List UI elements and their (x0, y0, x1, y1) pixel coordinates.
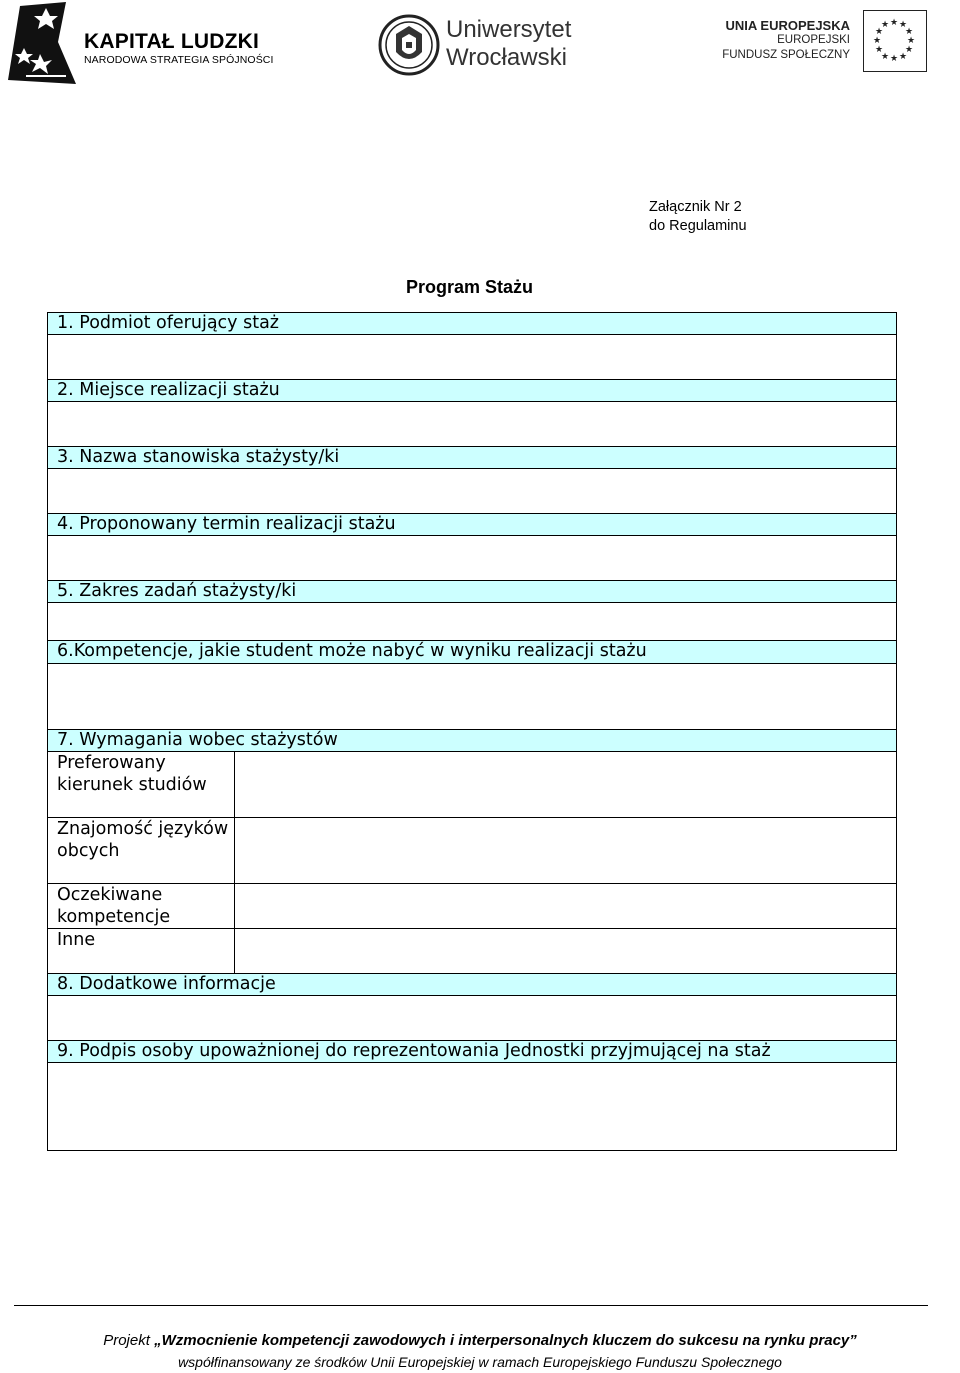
requirement-languages-input[interactable] (235, 818, 896, 883)
section-3-header (47, 447, 897, 469)
university-crest (378, 12, 440, 78)
section-6-header (47, 641, 897, 664)
section-5-field[interactable] (47, 603, 897, 641)
svg-text:★: ★ (872, 36, 882, 46)
section-6-field[interactable] (47, 664, 897, 730)
svg-text:★: ★ (889, 54, 899, 64)
requirement-row-other (47, 929, 897, 973)
footer-divider (14, 1305, 928, 1306)
section-7-header (47, 730, 897, 752)
svg-text:★: ★ (880, 52, 890, 62)
eu-logo-line2: EUROPEJSKI (777, 34, 850, 46)
svg-text:★: ★ (889, 18, 899, 28)
eu-flag-icon (863, 10, 927, 72)
annex-note (649, 198, 747, 236)
section-4-field[interactable] (47, 536, 897, 581)
kapital-ludzki-logo (6, 2, 80, 84)
section-2-field[interactable] (47, 402, 897, 447)
svg-text:★: ★ (898, 52, 908, 62)
university-name-line2: Wrocławski (446, 44, 567, 71)
svg-text:★: ★ (874, 45, 884, 55)
internship-form (47, 312, 897, 1151)
requirement-competencies-input[interactable] (235, 884, 896, 928)
section-1-label: 1. Podmiot oferujący staż (57, 313, 279, 333)
eu-logo-line3: FUNDUSZ SPOŁECZNY (722, 49, 850, 61)
requirement-other-input[interactable] (235, 929, 896, 973)
section-1-header (47, 312, 897, 335)
requirement-label: Preferowany kierunek studiów (48, 752, 235, 817)
section-2-header (47, 380, 897, 402)
section-4-header (47, 514, 897, 536)
signature-field[interactable] (47, 1063, 897, 1151)
requirement-row-languages (47, 818, 897, 884)
requirement-field-of-study-input[interactable] (235, 752, 896, 817)
section-5-label: 5. Zakres zadań stażysty/ki (57, 581, 297, 601)
requirement-row-competencies (47, 884, 897, 929)
svg-text:★: ★ (880, 20, 890, 30)
section-5-header (47, 581, 897, 603)
svg-text:★: ★ (906, 36, 916, 46)
section-9-label: 9. Podpis osoby upoważnionej do reprezentowania Jednostki przyjmującej na staż (57, 1041, 771, 1061)
section-7-label: 7. Wymagania wobec stażystów (57, 730, 338, 750)
kapital-ludzki-title: KAPITAŁ LUDZKI (84, 30, 260, 53)
footer-project-name: „Wzmocnienie kompetencji zawodowych i interpersonalnych kluczem do sukcesu na rynku pracy” (154, 1332, 857, 1349)
svg-text:★: ★ (898, 20, 908, 30)
kapital-ludzki-subtitle: NARODOWA STRATEGIA SPÓJNOŚCI (84, 54, 274, 66)
footer-funding-line: współfinansowany ze środków Unii Europejskiej w ramach Europejskiego Funduszu Społecznego (178, 1354, 782, 1370)
section-8-field[interactable] (47, 996, 897, 1041)
section-8-header (47, 973, 897, 996)
section-4-label: 4. Proponowany termin realizacji stażu (57, 514, 396, 534)
eu-logo-line1: UNIA EUROPEJSKA (725, 18, 850, 33)
page-title: Program Stażu (406, 277, 534, 297)
requirement-row-field-of-study (47, 752, 897, 818)
requirement-label: Inne (48, 929, 235, 973)
university-crest-icon (378, 12, 440, 78)
requirement-label: Znajomość języków obcych (48, 818, 235, 883)
footer-project-line (0, 1332, 960, 1349)
annex-reference: do Regulaminu (649, 218, 747, 234)
svg-text:★: ★ (874, 27, 884, 37)
section-3-field[interactable] (47, 469, 897, 514)
kapital-ludzki-emblem-icon (6, 2, 80, 84)
section-1-field[interactable] (47, 335, 897, 380)
svg-text:★: ★ (904, 45, 914, 55)
section-9-header (47, 1041, 897, 1063)
section-3-label: 3. Nazwa stanowiska stażysty/ki (57, 447, 340, 467)
section-2-label: 2. Miejsce realizacji stażu (57, 380, 280, 400)
footer-project-prefix: Projekt (103, 1332, 155, 1349)
requirement-label: Oczekiwane kompetencje (48, 884, 235, 928)
svg-text:★: ★ (904, 27, 914, 37)
section-6-label: 6.Kompetencje, jakie student może nabyć w wyniku realizacji stażu (57, 641, 647, 661)
annex-number: Załącznik Nr 2 (649, 199, 742, 215)
section-8-label: 8. Dodatkowe informacje (57, 974, 276, 994)
university-name-line1: Uniwersytet (446, 16, 572, 43)
